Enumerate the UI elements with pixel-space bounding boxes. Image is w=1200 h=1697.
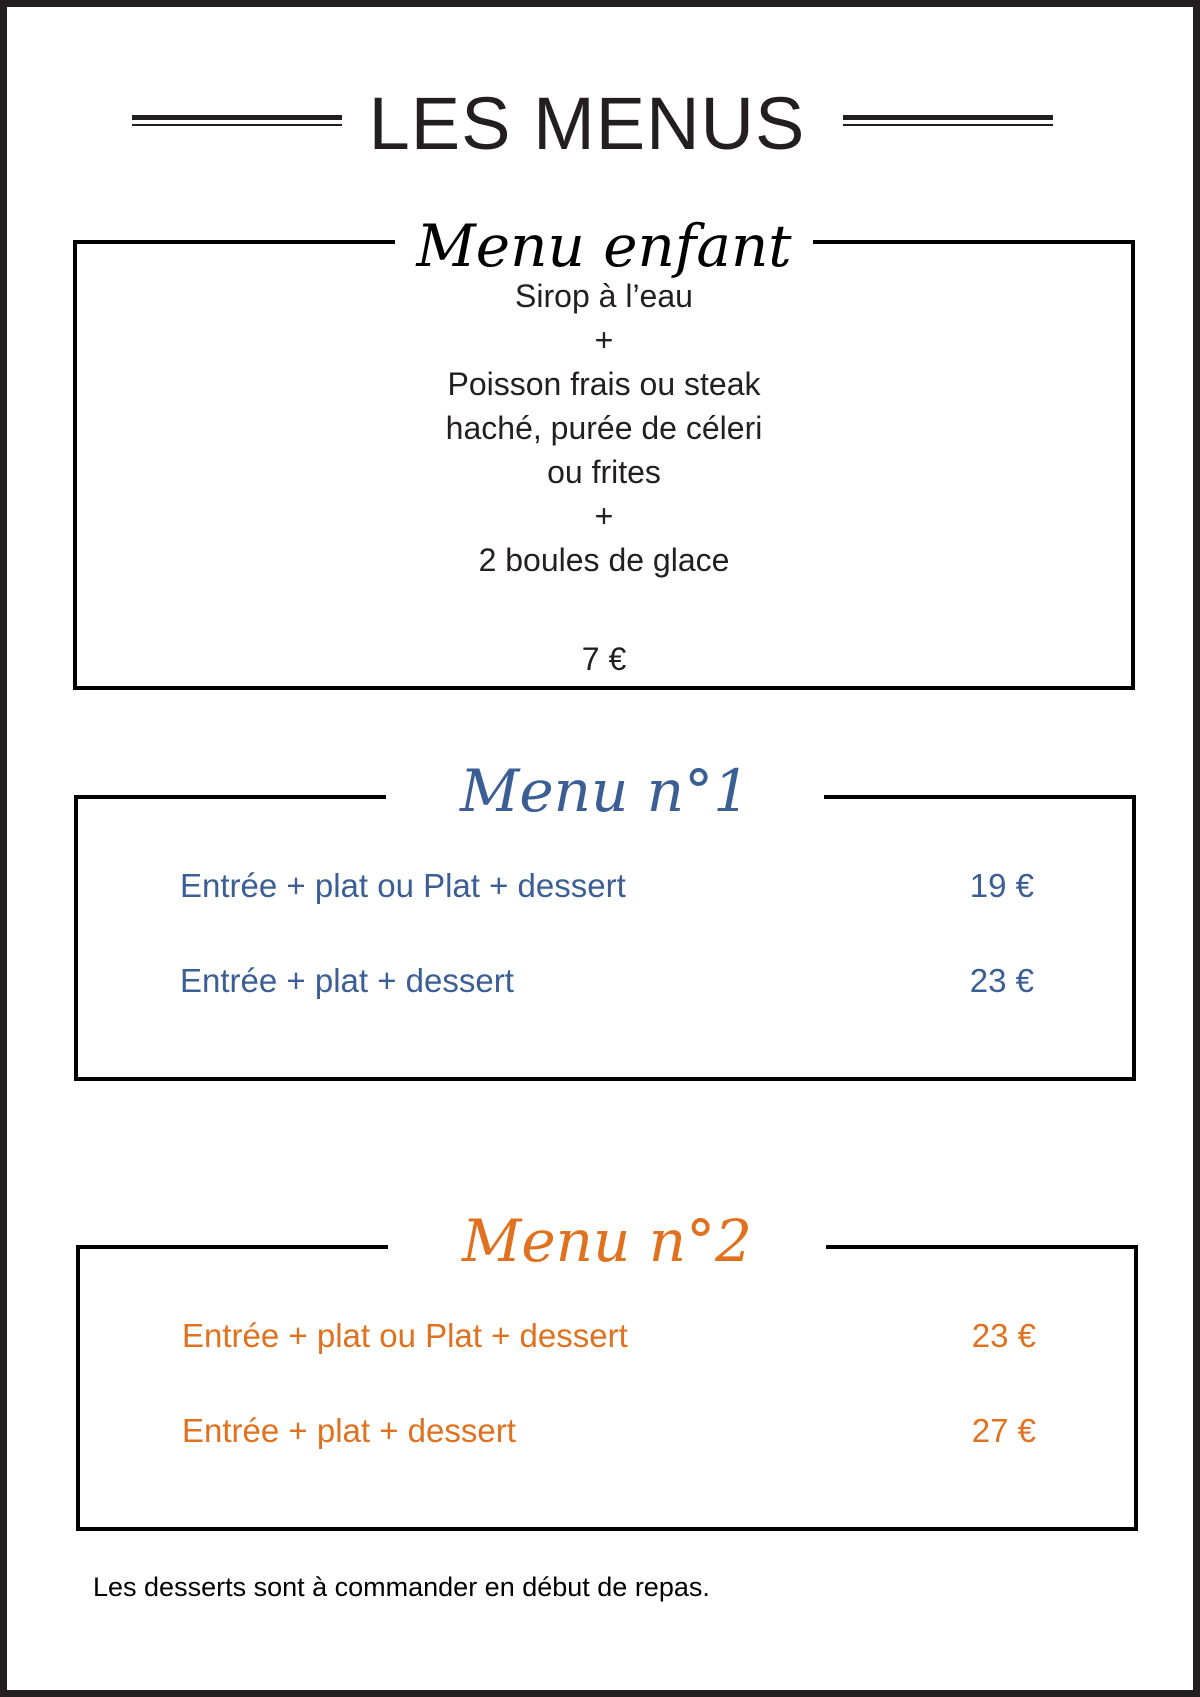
menu-item-price: 27 €: [971, 1412, 1036, 1449]
menu-enfant-line: 2 boules de glace: [478, 542, 730, 578]
menu-enfant-title: Menu enfant: [395, 206, 813, 286]
menu-enfant-price: 7 €: [581, 641, 627, 677]
title-decoration-left: [132, 115, 342, 129]
page-title: LES MENUS: [368, 82, 806, 165]
menu-enfant-box: [73, 212, 1135, 690]
menu-enfant-line: Sirop à l’eau: [515, 278, 693, 314]
menu-1-title: Menu n°1: [386, 751, 824, 831]
menu-1-box: [74, 757, 1136, 1081]
menu-1-item: [180, 864, 1034, 908]
menu-item-label: Entrée + plat + dessert: [182, 1412, 516, 1449]
menu-2-title: Menu n°2: [388, 1201, 826, 1281]
title-decoration-right: [843, 115, 1053, 129]
menu-item-price: 23 €: [971, 1317, 1036, 1354]
menu-enfant-line: +: [594, 322, 614, 358]
desserts-note: Les desserts sont à commander en début de repas.: [93, 1572, 710, 1602]
menu-item-price: 23 €: [969, 962, 1034, 999]
menu-enfant-line: Poisson frais ou steak: [447, 366, 761, 402]
menu-2-box: [76, 1207, 1138, 1531]
menu-enfant-line: ou frites: [547, 454, 661, 490]
menu-item-label: Entrée + plat + dessert: [180, 962, 514, 999]
menu-item-label: Entrée + plat ou Plat + dessert: [180, 867, 626, 904]
menu-item-label: Entrée + plat ou Plat + dessert: [182, 1317, 628, 1354]
menu-enfant-line: haché, purée de céleri: [445, 410, 763, 446]
menu-2-item: [182, 1409, 1036, 1453]
menu-1-item: [180, 959, 1034, 1003]
menu-item-price: 19 €: [969, 867, 1034, 904]
menu-enfant-description: [77, 274, 1131, 582]
menu-2-item: [182, 1314, 1036, 1358]
menu-enfant-line: +: [594, 498, 614, 534]
